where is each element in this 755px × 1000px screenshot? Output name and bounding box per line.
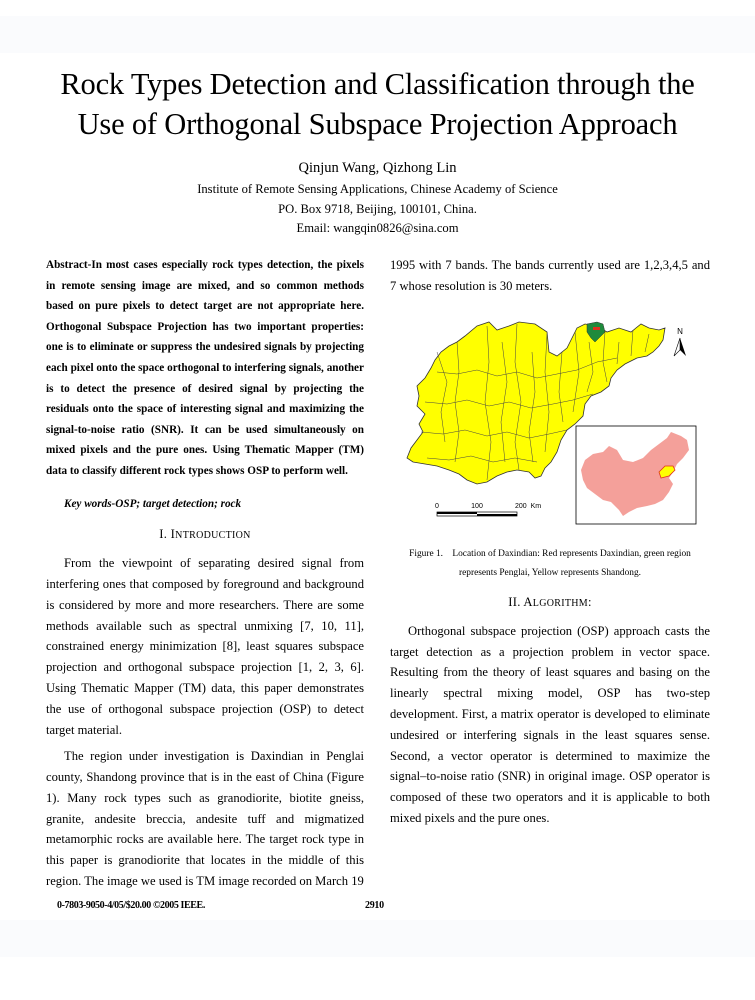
- section-number: II. A: [508, 595, 533, 609]
- right-column-top: [390, 255, 710, 297]
- figure-1-caption: [390, 545, 710, 583]
- north-label: N: [677, 327, 683, 336]
- section-number: I. I: [159, 527, 176, 542]
- postal-address: PO. Box 9718, Beijing, 100101, China.: [278, 202, 477, 216]
- right-column-lower: [390, 592, 710, 829]
- caption-line-2: represents Penglai, Yellow represents Shandong.: [458, 568, 641, 578]
- abstract: Abstract-In most cases especially rock types detection, the pixels in remote sensing image are mixed, and so common methods based on pure pixels to detect target are not appropriate here. Orthogonal Subspace Projection has two important properties: one is to eliminate or suppress the undesired signals by projecting each pixel onto the space orthogonal to interfering signals, another is to detect the presence of desired signal by projecting the residuals onto the space of interesting signal and maximizing the signal-to-noise ratio (SNR). It can be used simultaneously on mixed pixels and the pure ones. Using Thematic Mapper (TM) data to classify different rock types shows OSP to perform well.: [46, 259, 364, 477]
- continuation-paragraph: 1995 with 7 bands. The bands currently used are 1,2,3,4,5 and 7 whose resolution is 30 meters.: [390, 258, 710, 293]
- section-title-smallcaps: NTRODUCTION: [175, 530, 251, 542]
- location-map: [397, 312, 700, 528]
- section-title-smallcaps: LGORITHM: [532, 598, 588, 609]
- page-number: 2910: [365, 900, 384, 911]
- title-line-1: Rock Types Detection and Classification through the: [60, 67, 695, 101]
- section-heading-algorithm: [390, 592, 710, 615]
- author-names: Qinjun Wang, Qizhong Lin: [298, 160, 457, 176]
- top-margin-band: [0, 16, 755, 53]
- section-heading-introduction: [46, 524, 364, 547]
- scale-bar: [435, 503, 541, 516]
- intro-paragraph-2: The region under investigation is Daxindian in Penglai county, Shandong province that is in the east of China (Figure 1). Many rock types such as granodiorite, biotite gneiss, granite, andesite breccia, andesite tuff and migmatized metamorphic rocks are available here. The target rock type in this paper is granodiorite that locates in the middle of this region. The image we used is TM image recorded on March 19: [46, 749, 364, 889]
- daxindian-region: [593, 327, 600, 330]
- intro-paragraph-1: From the viewpoint of separating desired signal from interfering ones that composed by foreground and background is considered by more and more researchers. There are some methods available such as spectral unmixing [7, 10, 11], constrained energy minimization [8], least squares subspace projection and orthogonal subspace projection [1, 2, 3, 6]. Using Thematic Mapper (TM) data, this paper demonstrates the use of orthogonal subspace projection (OSP) to detect target material.: [46, 556, 364, 737]
- section-title-colon: :: [587, 595, 592, 609]
- north-arrow-icon: [674, 338, 686, 356]
- affiliation: Institute of Remote Sensing Applications, Chinese Academy of Science: [197, 182, 558, 196]
- bottom-margin-band: [0, 920, 755, 957]
- scale-label-0: 0: [435, 503, 439, 510]
- title-line-2: Use of Orthogonal Subspace Projection Approach: [77, 107, 678, 141]
- caption-line-1: Figure 1. Location of Daxindian: Red represents Daxindian, green region: [409, 549, 691, 559]
- keywords: Key words-OSP; target detection; rock: [64, 497, 242, 510]
- copyright-notice: 0-7803-9050-4/05/$20.00 ©2005 IEEE.: [57, 900, 205, 911]
- email-address[interactable]: Email: wangqin0826@sina.com: [296, 221, 459, 235]
- left-column: [46, 255, 364, 892]
- scale-label-100: 100: [471, 503, 483, 510]
- figure-1-map: [397, 312, 700, 528]
- scale-label-200: 200 Km: [515, 503, 542, 510]
- paper-title: [20, 64, 735, 144]
- algorithm-paragraph-1: Orthogonal subspace projection (OSP) approach casts the target detection as a projection problem in vector space. Resulting from the theory of least squares and basing on the linearly spectral mixing model, OSP has two-step development. First, a matrix operator is developed to eliminate undesired or interfering signals in the least squares sense. Second, a vector operator is determined to maximize the signal–to-noise ratio (SNR) in original image. OSP operator is composed of these two operators and it is applicable to both mixed pixels and the pure ones.: [390, 623, 710, 825]
